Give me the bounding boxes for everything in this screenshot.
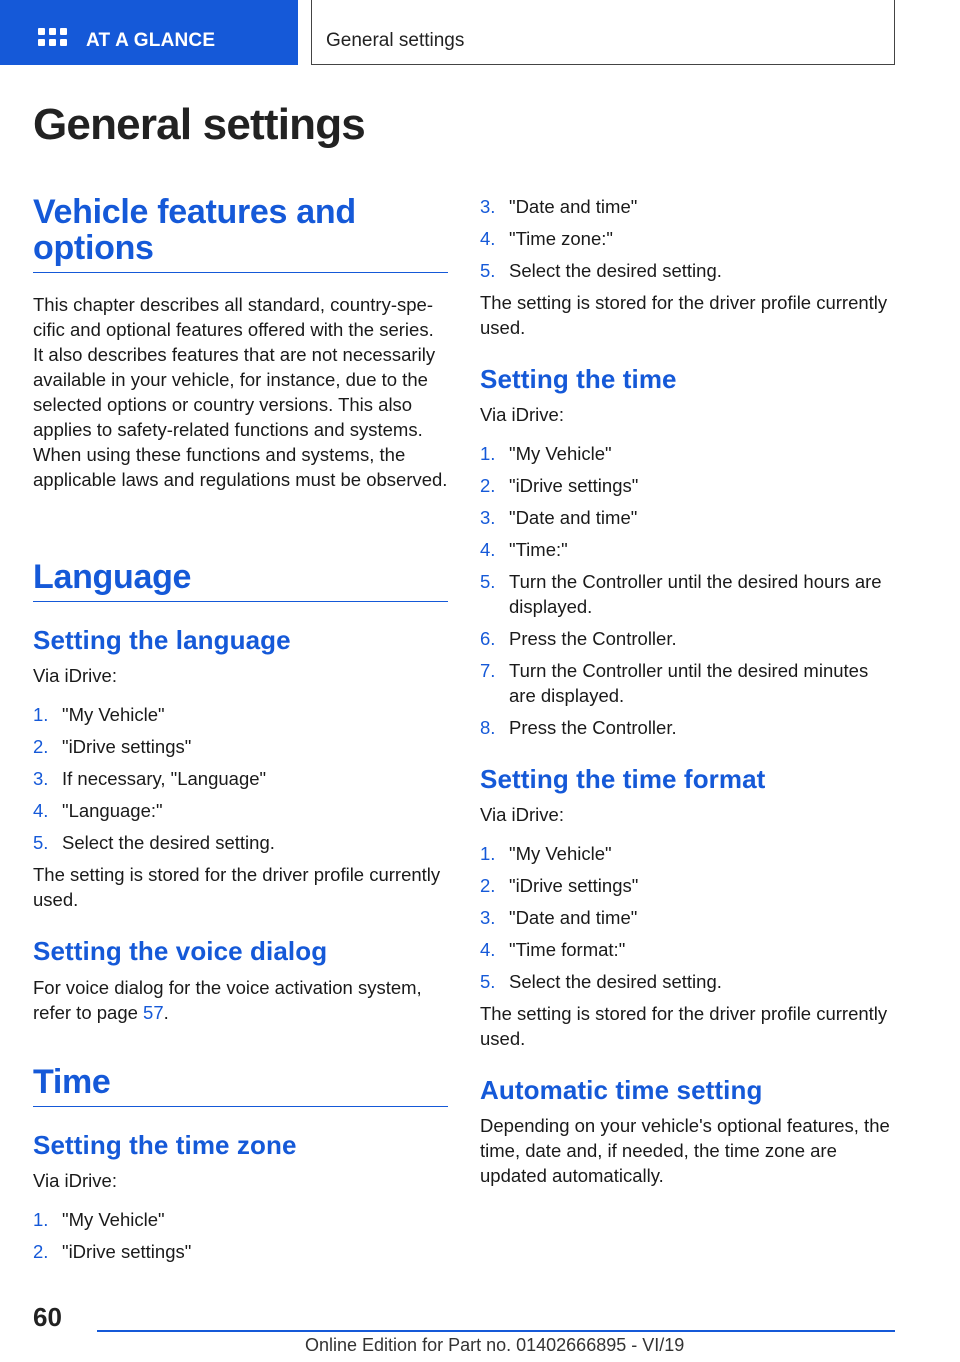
list-item: 5. Turn the Controller until the desired hours are displayed. — [480, 571, 882, 617]
time-zone-stored-text: The setting is stored for the driver profile currently used. — [480, 292, 888, 338]
list-item: 4. "Time format:" — [480, 939, 626, 960]
list-item: 3. "Date and time" — [480, 507, 638, 528]
list-item: 7. Turn the Controller until the desired minutes are displayed. — [480, 660, 869, 706]
list-item: 5. Select the desired setting. — [480, 260, 722, 281]
list-item: 3. If necessary, "Language" — [33, 768, 267, 789]
list-item: 1. "My Vehicle" — [33, 1209, 165, 1230]
list-item: 6. Press the Controller. — [480, 628, 677, 649]
page-link[interactable]: 57 — [143, 1002, 164, 1023]
heading-voice-dialog: Setting the voice dialog — [33, 936, 328, 966]
vehicle-features-text: This chapter describes all standard, country-specific and optional features offered with the series. It also describes features that are not necessarily available in your vehicle, for instance, due to the selected options or country versions. This also applies to safety-related functions and systems. When using these functions and systems, the applicable laws and regulations must be observed. — [33, 294, 448, 490]
breadcrumb — [311, 0, 895, 65]
list-item: 4. "Language:" — [33, 800, 163, 821]
section-tab-label: AT A GLANCE — [86, 30, 216, 51]
list-item: 2. "iDrive settings" — [33, 1241, 192, 1262]
via-idrive-label: Via iDrive: — [33, 665, 117, 686]
voice-dialog-text: For voice dialog for the voice activation system, refer to page 57. — [33, 977, 422, 1023]
via-idrive-label: Via iDrive: — [480, 404, 564, 425]
list-item: 2. "iDrive settings" — [480, 875, 639, 896]
list-item: 5. Select the desired setting. — [480, 971, 722, 992]
heading-time-zone: Setting the time zone — [33, 1130, 297, 1160]
grid-icon — [38, 28, 68, 52]
via-idrive-label: Via iDrive: — [33, 1170, 117, 1191]
list-item: 1. "My Vehicle" — [480, 443, 612, 464]
list-item: 2. "iDrive settings" — [480, 475, 639, 496]
page-title: General settings — [33, 100, 365, 149]
section-tab[interactable] — [0, 0, 298, 65]
list-item: 3. "Date and time" — [480, 196, 638, 217]
via-idrive-label: Via iDrive: — [480, 804, 564, 825]
footer-divider — [97, 1330, 895, 1332]
list-item: 1. "My Vehicle" — [33, 704, 165, 725]
heading-language: Language — [33, 559, 448, 602]
heading-time-format: Setting the time format — [480, 764, 766, 794]
heading-time: Time — [33, 1064, 448, 1107]
language-stored-text: The setting is stored for the driver profile currently used. — [33, 864, 441, 910]
heading-setting-language: Setting the language — [33, 625, 291, 655]
heading-automatic-time: Automatic time setting — [480, 1075, 763, 1105]
automatic-time-text: Depending on your vehicle's optional features, the time, date and, if needed, the time zone are updated automatically. — [480, 1115, 890, 1186]
list-item: 4. "Time:" — [480, 539, 568, 560]
time-format-stored-text: The setting is stored for the driver profile currently used. — [480, 1003, 888, 1049]
heading-vehicle-features: Vehicle features and options — [33, 194, 448, 273]
list-item: 4. "Time zone:" — [480, 228, 613, 249]
list-item: 8. Press the Controller. — [480, 717, 677, 738]
list-item: 5. Select the desired setting. — [33, 832, 275, 853]
page-number: 60 — [33, 1302, 62, 1332]
list-item: 1. "My Vehicle" — [480, 843, 612, 864]
heading-setting-time: Setting the time — [480, 364, 677, 394]
list-item: 3. "Date and time" — [480, 907, 638, 928]
breadcrumb-label: General settings — [326, 30, 465, 51]
list-item: 2. "iDrive settings" — [33, 736, 192, 757]
footer-edition: Online Edition for Part no. 01402666895 - VI/19 — [305, 1335, 685, 1355]
